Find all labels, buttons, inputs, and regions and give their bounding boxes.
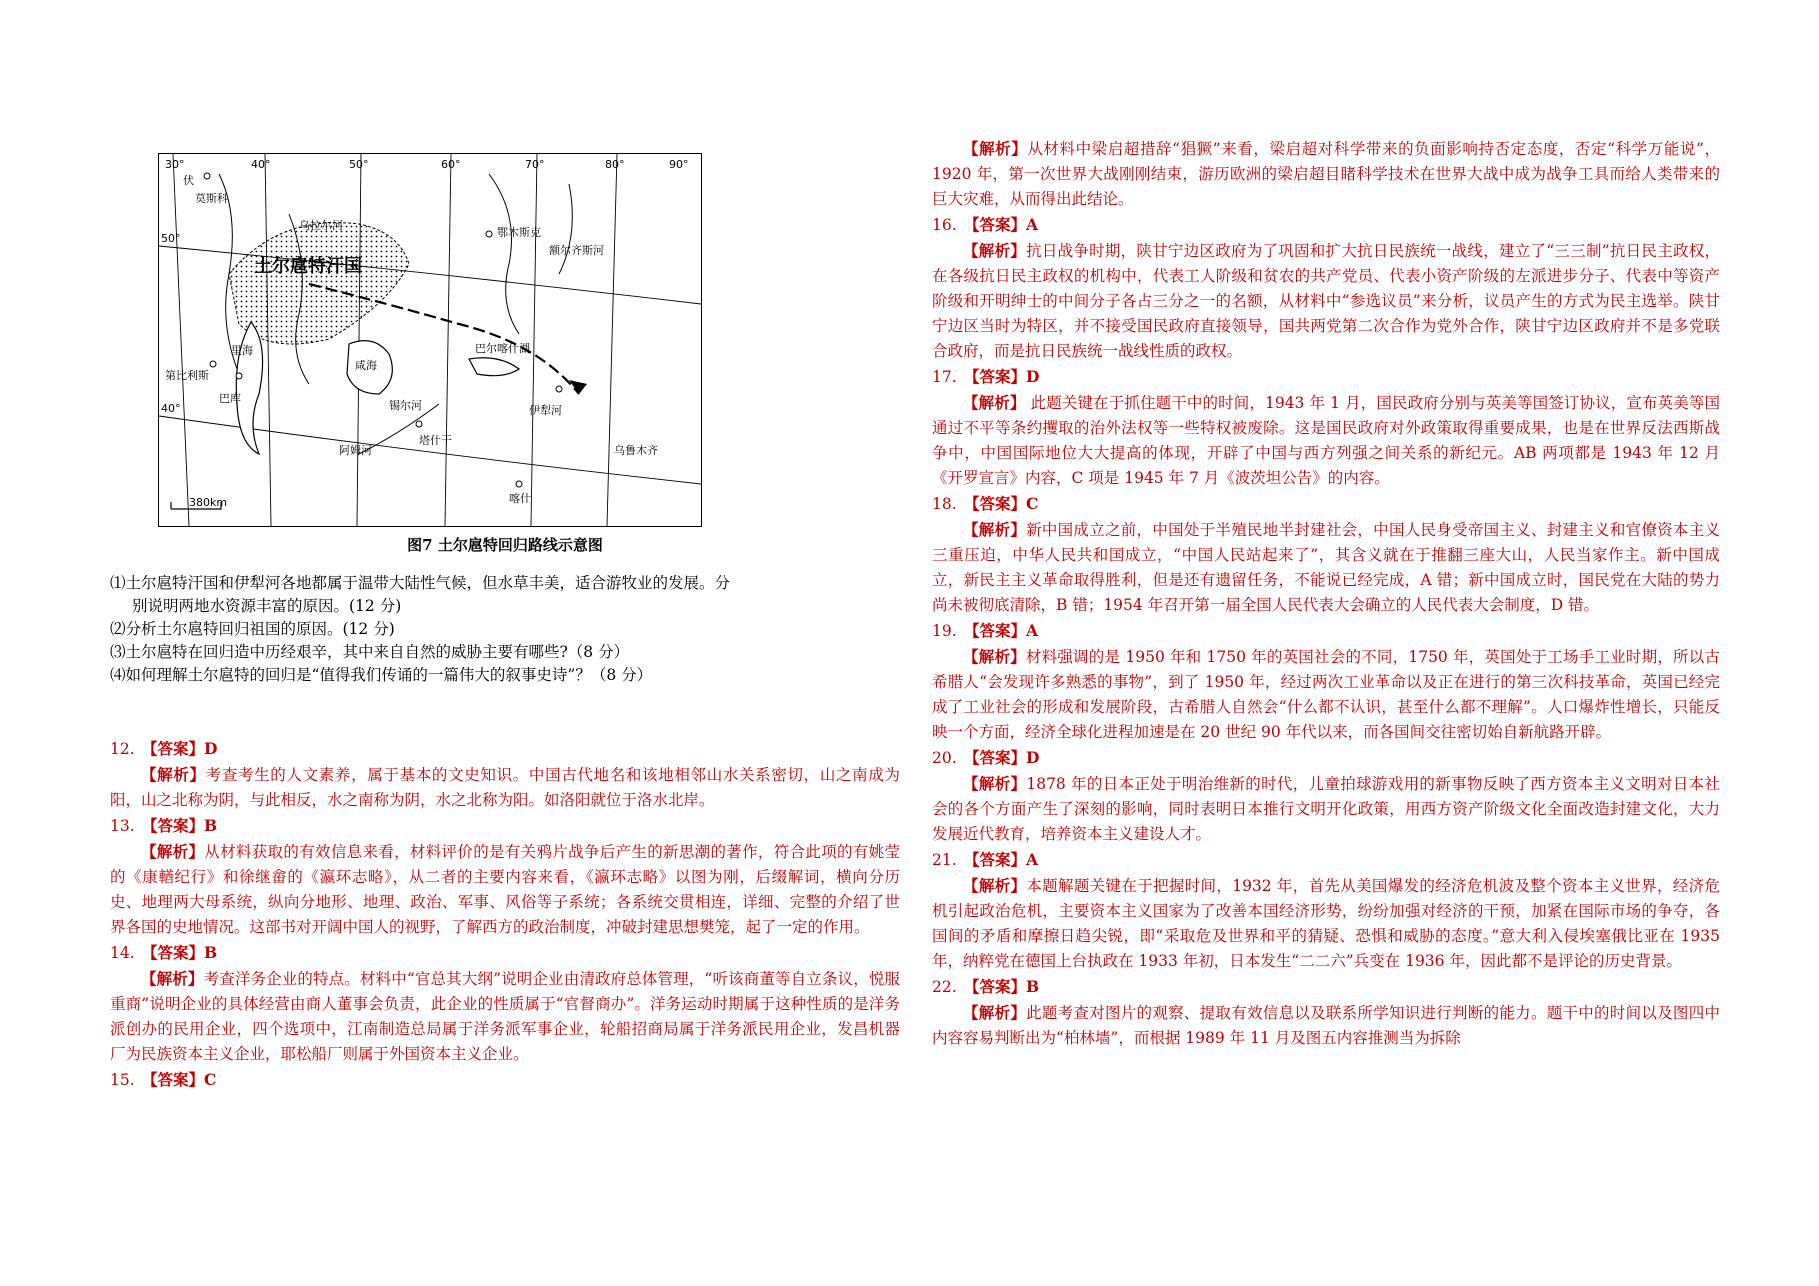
answer-tag: 【答案】 <box>142 943 205 962</box>
analysis-tag: 【解析】 <box>963 774 1027 793</box>
answer-item <box>932 212 1720 364</box>
place-label: 巴尔喀什湖 <box>475 342 530 355</box>
answer-value: A <box>1026 621 1039 640</box>
map-image <box>159 154 701 526</box>
lon-label: 90° <box>669 158 689 171</box>
lat-label: 40° <box>161 402 181 415</box>
answer-item <box>932 974 1720 1051</box>
answer-item <box>932 491 1720 618</box>
answer-tag: 【答案】 <box>964 977 1027 996</box>
answer-number: 15. <box>110 1071 135 1089</box>
lon-label: 50° <box>349 158 369 171</box>
place-label: 伊犁河 <box>529 404 562 417</box>
scale-label: 380km <box>189 496 228 509</box>
answer-value: B <box>204 816 218 835</box>
answer-item <box>110 940 900 1067</box>
answer-item <box>932 847 1720 974</box>
analysis-text: 考查考生的人文素养，属于基本的文史知识。中国古代地名和该地相邻山水关系密切，山之南成为阳，山之北称为阴，与此相反，水之南称为阴，水之北称为阳。如洛阳就位于洛水北岸。 <box>110 766 900 809</box>
analysis-text: 抗日战争时期，陕甘宁边区政府为了巩固和扩大抗日民族统一战线，建立了“三三制”抗日民主政权，在各级抗日民主政权的机构中，代表工人阶级和贫农的共产党员、代表小资产阶级的左派进步分子、代表中等资产阶级和开明绅士的中间分子各占三分之一的名额，从材料中“参选议员”来分析，议员产生的方式为民主选举。陕甘宁边区当时为特区，并不接受国民政府直接领导，国共两党第二次合作为党外合作，陕甘宁边区政府并不是多党联合政府，而是抗日民族统一战线性质的政权。 <box>932 242 1720 360</box>
place-label: 鄂木斯克 <box>497 226 541 239</box>
place-label: 乌鲁木齐 <box>614 444 658 457</box>
analysis-text: 1878 年的日本正处于明治维新的时代，儿童拍球游戏用的新事物反映了西方资本主义文明对日本社会的各个方面产生了深刻的影响，同时表明日本推行文明开化政策，用西方资产阶级文化全面改造封建文化，大力发展近代教育，培养资本主义建设人才。 <box>932 775 1720 843</box>
analysis-tag: 【解析】 <box>963 876 1027 895</box>
answer-value: C <box>1026 494 1039 513</box>
answer-number: 19. <box>932 622 957 640</box>
analysis-tag: 【解析】 <box>141 969 204 988</box>
answer-number: 22. <box>932 978 957 996</box>
answer-item <box>110 736 900 813</box>
analysis-tag: 【解析】 <box>141 842 205 861</box>
answer-tag: 【答案】 <box>964 850 1027 869</box>
lon-label: 40° <box>251 158 271 171</box>
answer-tag: 【答案】 <box>964 494 1027 513</box>
answer-item <box>932 364 1720 491</box>
question-list <box>110 572 900 687</box>
place-label: 莫斯科 <box>195 192 228 205</box>
place-label: 里海 <box>231 344 253 357</box>
place-label: 第比利斯 <box>165 369 209 382</box>
analysis-tag: 【解析】 <box>963 1003 1027 1022</box>
answer-tag: 【答案】 <box>142 1070 205 1089</box>
answer-number: 14. <box>110 944 135 962</box>
answer-number: 16. <box>932 216 957 234</box>
place-label: 额尔齐斯河 <box>549 244 604 257</box>
answer-tag: 【答案】 <box>142 739 205 758</box>
lon-label: 70° <box>525 158 545 171</box>
answer-item <box>110 1067 900 1093</box>
analysis-text: 新中国成立之前，中国处于半殖民地半封建社会，中国人民身受帝国主义、封建主义和官僚资本主义三重压迫，中华人民共和国成立，“中国人民站起来了”，其含义就在于推翻三座大山，人民当家作主。新中国成立，新民主主义革命取得胜利，但是还有遗留任务，不能说已经完成，A 错；新中国成立时，国民党在大陆的势力尚未被彻底清除，B 错；1954 年召开第一届全国人民代表大会确立的人民代表大会制度，D 错。 <box>932 521 1720 614</box>
answer-number: 17. <box>932 368 957 386</box>
answer-tag: 【答案】 <box>964 621 1027 640</box>
place-label: 锡尔河 <box>389 399 422 412</box>
answer-value: A <box>1026 850 1039 869</box>
balkhash-lake <box>469 358 519 376</box>
answer-value: C <box>204 1070 217 1089</box>
analysis-text: 从材料获取的有效信息来看，材料评价的是有关鸦片战争后产生的新思潮的著作，符合此项的有姚莹的《康輶纪行》和徐继畲的《瀛环志略》，从二者的主要内容来看，《瀛环志略》以图为刚，后缀解词，横向分历史、地理两大母系统，纵向分地形、地理、政治、军事、风俗等子系统；各系统交贯相连，详细、完整的介绍了世界各国的史地情况。这部书对开阔中国人的视野，了解西方的政治制度，冲破封建思想樊笼，起了一定的作用。 <box>110 843 900 936</box>
map-figure <box>158 153 702 527</box>
question-line: ⑵分析土尔扈特回归祖国的原因。(12 分) <box>110 620 395 638</box>
analysis-text: 此题考查对图片的观察、提取有效信息以及联系所学知识进行判断的能力。题干中的时间以及图四中内容容易判断出为“柏林墙”，而根据 1989 年 11 月及图五内容推测当为拆除 <box>932 1004 1720 1047</box>
question-line: 别说明两地水资源丰富的原因。(12 分) <box>132 597 402 615</box>
answer-number: 13. <box>110 817 135 835</box>
analysis-tag: 【解析】 <box>963 139 1028 158</box>
answer-value: B <box>1026 977 1040 996</box>
answer-value: D <box>1026 748 1040 767</box>
answer-value: A <box>1026 215 1039 234</box>
place-label: 塔什干 <box>419 434 452 447</box>
analysis-tag: 【解析】 <box>963 241 1027 260</box>
place-label: 伏 <box>183 174 194 187</box>
answer-tag: 【答案】 <box>142 816 205 835</box>
lon-label: 60° <box>441 158 461 171</box>
analysis-text: 此题关键在于抓住题干中的时间，1943 年 1 月，国民政府分别与英美等国签订协议，宣布英美等国通过不平等条约攫取的治外法权等一些特权被废除。这是国民政府对外政策取得重要成果，也是在世界反法西斯战争中，中国国际地位大大提高的体现，开辟了中国与西方列强之间关系的新纪元。AB 两项都是 1943 年 12 月《开罗宣言》内容，C 项是 1945 年 7 月《波茨坦公告》的内容。 <box>932 394 1720 487</box>
answer-list <box>932 136 1720 1051</box>
answer-item <box>932 136 1720 212</box>
place-label: 阿姆河 <box>339 444 372 457</box>
answer-tag: 【答案】 <box>964 367 1027 386</box>
answer-number: 20. <box>932 749 957 767</box>
question-line: ⑴土尔扈特汗国和伊犁河各地都属于温带大陆性气候，但水草丰美，适合游牧业的发展。分 <box>110 574 731 592</box>
analysis-text: 从材料中梁启超措辞“猖獗”来看，梁启超对科学带来的负面影响持否定态度，否定“科学万能说”，1920 年，第一次世界大战刚刚结束，游历欧洲的梁启超目睹科学技术在世界大战中成为战争工具而给人类带来的巨大灾难，从而得出此结论。 <box>932 140 1720 208</box>
place-label: 巴库 <box>219 392 241 405</box>
place-label: 咸海 <box>355 359 377 372</box>
lon-label: 30° <box>165 158 185 171</box>
answer-tag: 【答案】 <box>964 215 1027 234</box>
lat-label: 50° <box>161 232 181 245</box>
analysis-text: 材料强调的是 1950 年和 1750 年的英国社会的不同，1750 年，英国处于工场手工业时期，所以古希腊人“会发现许多熟悉的事物”，到了 1950 年，经过两次工业革命以及正在进行的第三次科技革命，英国已经完成了工业社会的形成和发展阶段，古希腊人自然会“什么都不认识，甚至什么都不理解”。人口爆炸性增长，只能反映一个方面，经济全球化进程加速是在 20 世纪 90 年代以来，而各国间交往密切始自新航路开辟。 <box>932 648 1720 741</box>
answer-number: 12. <box>110 740 135 758</box>
answer-tag: 【答案】 <box>964 748 1027 767</box>
answer-list <box>110 736 900 1093</box>
route-arrow-head <box>569 380 587 394</box>
answer-item <box>932 618 1720 745</box>
place-label: 土尔扈特汗国 <box>254 256 362 277</box>
place-label: 喀什 <box>509 492 531 505</box>
question-line: ⑷如何理解土尔扈特的回归是“值得我们传诵的一篇伟大的叙事史诗”？（8 分） <box>110 666 653 684</box>
analysis-text: 本题解题关键在于把握时间，1932 年，首先从美国爆发的经济危机波及整个资本主义世界，经济危机引起政治危机，主要资本主义国家为了改善本国经济形势，纷纷加强对经济的干预，加紧在国际市场的争夺，各国间的矛盾和摩擦日趋尖锐，即“采取危及世界和平的猜疑、恐惧和威胁的态度。”意大利入侵埃塞俄比亚在 1935 年，纳粹党在德国上台执政在 1933 年初，日本发生“二二六”兵变在 1936 年，因此都不是评论的历史背景。 <box>932 877 1720 970</box>
caspian-sea <box>236 322 262 454</box>
answer-item <box>110 813 900 940</box>
analysis-tag: 【解析】 <box>963 647 1026 666</box>
lon-label: 80° <box>605 158 625 171</box>
answer-value: D <box>204 739 218 758</box>
question-line: ⑶土尔扈特在回归造中历经艰辛，其中来自自然的威胁主要有哪些?（8 分） <box>110 643 630 661</box>
answer-number: 18. <box>932 495 957 513</box>
answer-number: 21. <box>932 851 957 869</box>
analysis-tag: 【解析】 <box>963 520 1027 539</box>
analysis-tag: 【解析】 <box>963 393 1026 412</box>
place-label: 乌拉尔河 <box>299 219 343 232</box>
analysis-tag: 【解析】 <box>141 765 206 784</box>
analysis-text: 考查洋务企业的特点。材料中“官总其大纲”说明企业由清政府总体管理，“听该商董等自立条议，悦服重商”说明企业的具体经营由商人董事会负责，此企业的性质属于“官督商办”。洋务运动时期属于这种性质的是洋务派创办的民用企业，四个选项中，江南制造总局属于洋务派军事企业，轮船招商局属于洋务派民用企业，发昌机器厂为民族资本主义企业，耶松船厂则属于外国资本主义企业。 <box>110 970 900 1063</box>
khanate-region <box>229 223 409 344</box>
answer-value: D <box>1026 367 1040 386</box>
answer-item <box>932 745 1720 847</box>
answer-value: B <box>204 943 218 962</box>
map-caption: 图7 土尔扈特回归路线示意图 <box>407 536 603 554</box>
